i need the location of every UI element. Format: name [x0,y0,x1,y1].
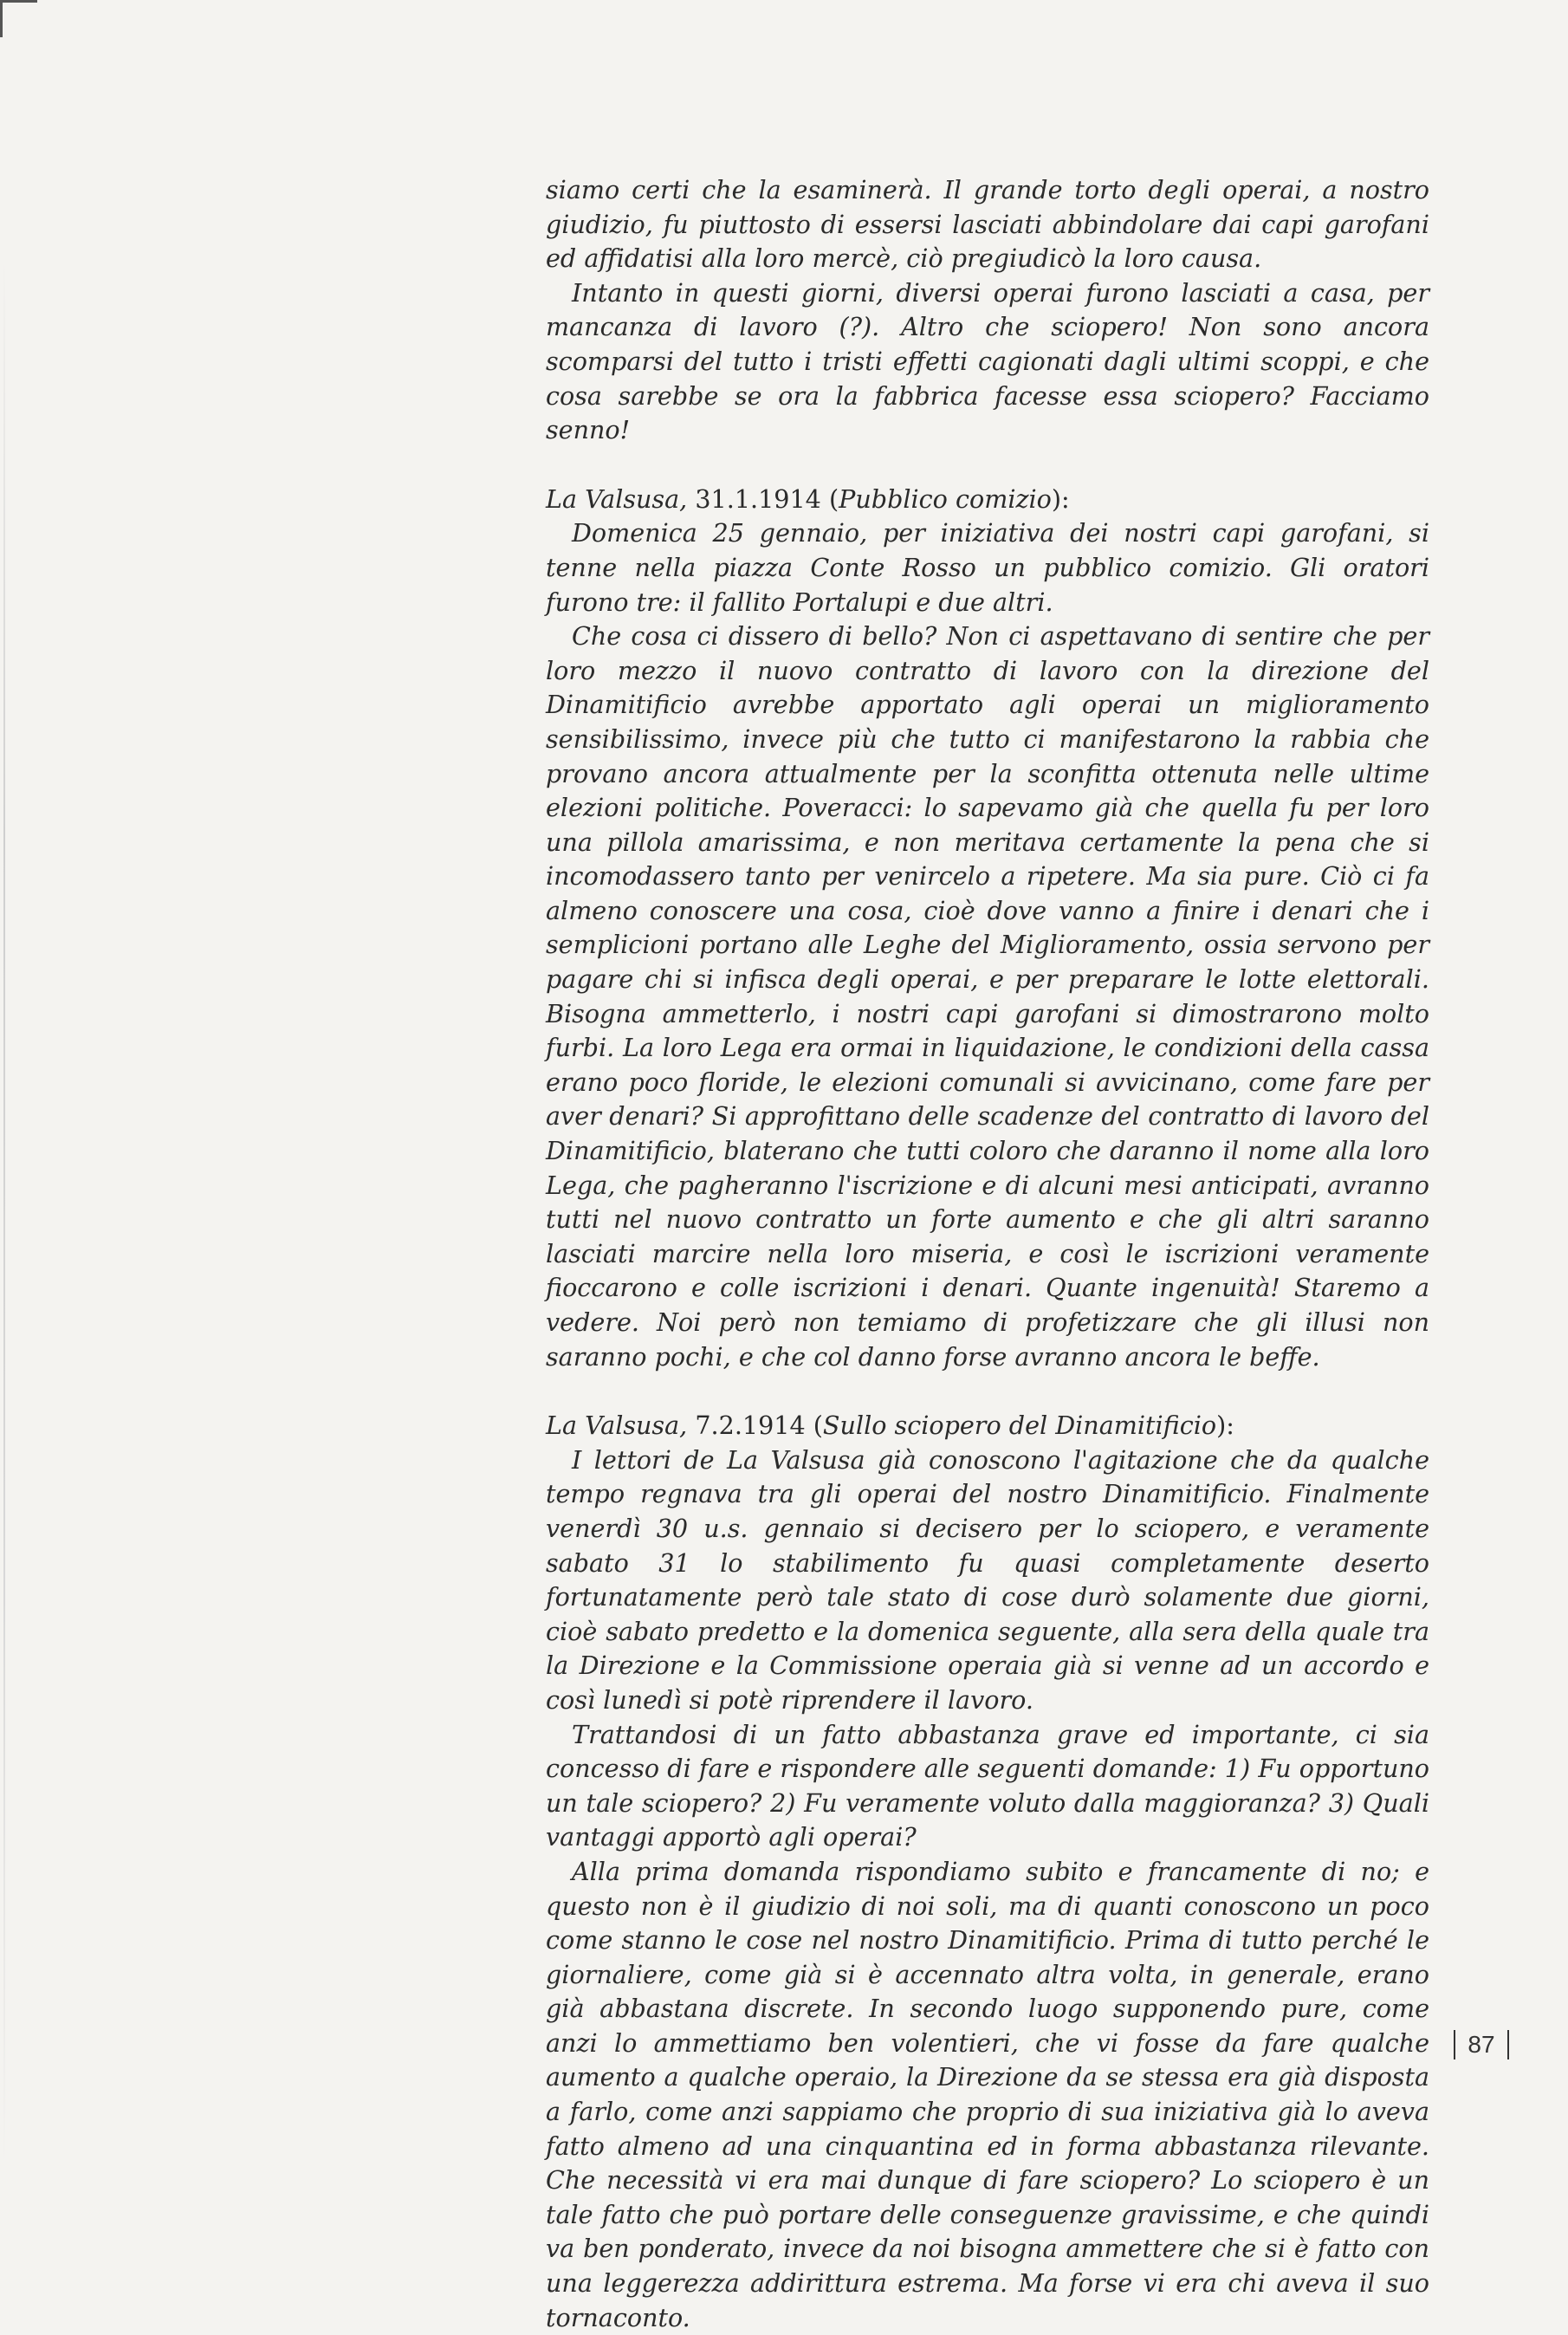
page-number-text: 87 [1468,2031,1495,2058]
article-date: 7.2.1914 ( [687,1411,823,1441]
paragraph: Domenica 25 gennaio, per iniziativa dei nostri capi garofani, si tenne nella piazza Conte Rosso un pubblico comizio. Gli oratori furono tre: il fallito Portalupi e due altri. [546,518,1429,617]
spacer [546,1374,1429,1409]
article-heading-1 [546,483,1429,517]
page-body [546,173,1429,2335]
publication-name: La Valsusa, [546,483,688,514]
page-number [1438,2026,1525,2064]
publication-name: La Valsusa, [546,1411,688,1441]
paragraph: Intanto in questi giorni, diversi operai furono lasciati a casa, per mancanza di lavoro (?). Altro che sciopero! Non sono ancora scomparsi del tutto i tristi effetti cagionati dagli ultimi scoppi, e che cosa sarebbe se ora la fabbrica facesse essa sciopero? Facciamo senno! [546,277,1429,445]
spacer [546,448,1429,483]
page-number-rule-right [1507,2030,1509,2059]
article-heading-2 [546,1409,1429,1443]
scan-edge-shadow [3,260,5,2166]
paragraph: siamo certi che la esaminerà. Il grande torto degli operai, a nostro giudizio, fu piuttosto di essersi lasciati abbindolare dai capi garofani ed affidatisi alla loro mercè, ciò pregiudicò la loro causa. [546,175,1429,274]
paragraph: Che cosa ci dissero di bello? Non ci aspettavano di sentire che per loro mezzo il nuovo contratto di lavoro con la direzione del Dinamitificio avrebbe apportato agli operai un miglioramento sensibilissimo, invece più che tutto ci manifestarono la rabbia che provano ancora attualmente per la sconfitta ottenuta nelle ultime elezioni politiche. Poveracci: lo sapevamo già che quella fu per loro una pillola amarissima, e non meritava certamente la pena che si incomodassero tanto per venircelo a ripetere. Ma sia pure. Ciò ci fa almeno conoscere una cosa, cioè dove vanno a finire i denari che i semplicioni portano alle Leghe del Miglioramento, ossia servono per pagare chi si infisca degli operai, e per preparare le lotte elettorali. Bisogna ammetterlo, i nostri capi garofani si dimostrarono molto furbi. La loro Lega era ormai in liquidazione, le condizioni della cassa erano poco floride, le elezioni comunali si avvicinano, come fare per aver denari? Si approfittano delle scadenze del contratto di lavoro del Dinamitificio, blaterano che tutti coloro che daranno il nome alla loro Lega, che pagheranno l'iscrizione e di alcuni mesi anticipati, avranno tutti nel nuovo contratto un forte aumento e che gli altri saranno lasciati marcire nella loro miseria, e così le iscrizioni veramente fioccarono e colle iscrizioni i denari. Quante ingenuità! Staremo a vedere. Noi però non temiamo di profetizzare che gli illusi non saranno pochi, e che col danno forse avranno ancora le beffe. [546,621,1429,1372]
scan-corner-mark [0,0,37,37]
paragraph: I lettori de La Valsusa già conoscono l'agitazione che da qualche tempo regnava tra gli operai del nostro Dinamitificio. Finalmente venerdì 30 u.s. gennaio si decisero per lo sciopero, e veramente sabato 31 lo stabilimento fu quasi completamente deserto fortunatamente però tale stato di cose durò solamente due giorni, cioè sabato predetto e la domenica seguente, alla sera della quale tra la Direzione e la Commissione operaia già si venne ad un accordo e così lunedì si potè riprendere il lavoro. [546,1444,1429,1715]
article-note: Pubblico comizio [839,483,1052,514]
page-number-rule-left [1454,2030,1455,2059]
paragraph: Alla prima domanda rispondiamo subito e francamente di no; e questo non è il giudizio di noi soli, ma di quanti conoscono un poco come stanno le cose nel nostro Dinamitificio. Prima di tutto perché le giornaliere, come già si è accennato altra volta, in generale, erano già abbastana discrete. In secondo luogo supponendo pure, come anzi lo ammettiamo ben volentieri, che vi fosse da fare qualche aumento a qualche operaio, la Direzione da se stessa era già disposta a farlo, come anzi sappiamo che proprio di sua iniziativa già lo aveva fatto almeno ad una cinquantina ed in forma abbastanza rilevante. Che necessità vi era mai dunque di fare sciopero? Lo sciopero è un tale fatto che può portare delle conseguenze gravissime, e che quindi va ben ponderato, invece da noi bisogna ammettere che si è fatto con una leggerezza addirittura estrema. Ma forse vi era chi aveva il suo tornaconto. [546,1856,1429,2332]
heading-close: ): [1216,1411,1234,1441]
article-note: Sullo sciopero del Dinamitificio [822,1411,1217,1441]
article-date: 31.1.1914 ( [687,483,839,514]
heading-close: ): [1051,483,1070,514]
paragraph: Trattandosi di un fatto abbastanza grave ed importante, ci sia concesso di fare e rispondere alle seguenti domande: 1) Fu opportuno un tale sciopero? 2) Fu veramente voluto dalla maggioranza? 3) Quali vantaggi apportò agli operai? [546,1719,1429,1852]
